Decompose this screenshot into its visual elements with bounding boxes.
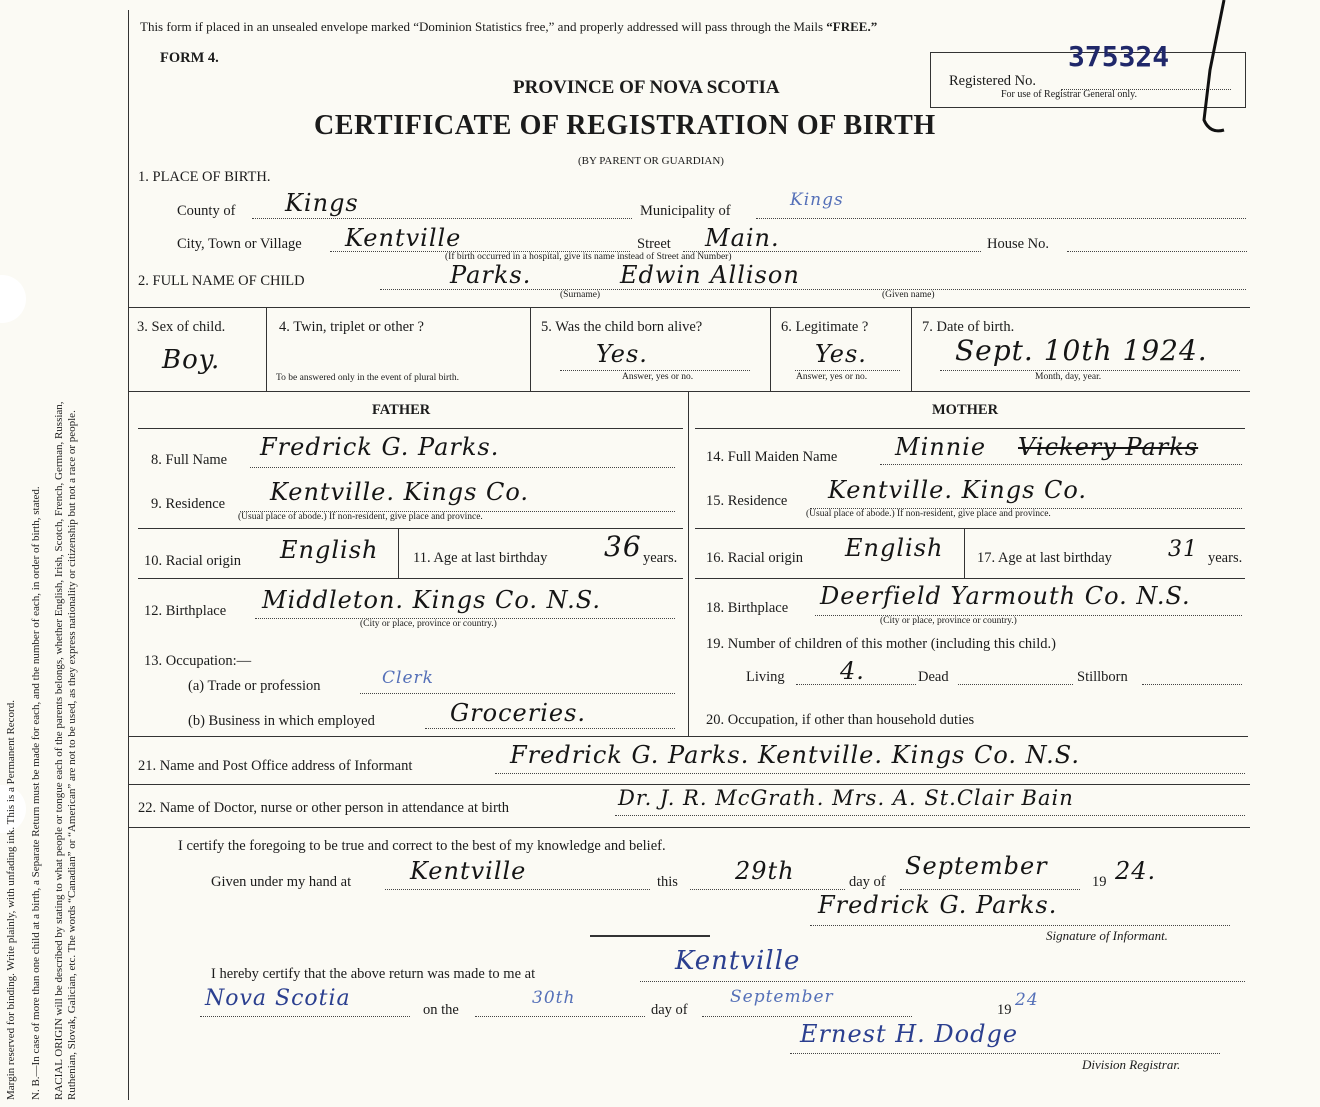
registrar-year-prefix: 19 [997,1002,1012,1018]
twin-note: To be answered only in the event of plural birth. [276,373,459,383]
trade-value: Clerk [382,668,434,688]
given-year-value: 24. [1115,857,1157,885]
place-of-birth-label: 1. PLACE OF BIRTH. [138,169,271,185]
doctor-label: 22. Name of Doctor, nurse or other person in attendance at birth [138,800,510,816]
postal-note: This form if placed in an unsealed envelope marked “Dominion Statistics free,” and properly addressed will pass through the Mails “FREE.” [140,19,878,34]
mother-birthplace-value: Deerfield Yarmouth Co. N.S. [820,582,1191,610]
registered-note: For use of Registrar General only. [1001,89,1137,100]
certificate-title: CERTIFICATE OF REGISTRATION OF BIRTH [314,110,936,141]
registrar-signature: Ernest H. Dodge [800,1020,1019,1048]
business-label: (b) Business in which employed [188,713,375,729]
city-label: City, Town or Village [177,236,302,252]
registered-label: Registered No. [949,73,1036,89]
legitimate-note: Answer, yes or no. [796,372,868,382]
legitimate-value: Yes. [815,340,867,368]
given-place-value: Kentville [410,857,527,885]
registrar-signature-caption: Division Registrar. [1082,1057,1181,1072]
father-age-value: 36 [604,530,642,563]
form-number: FORM 4. [160,50,219,66]
alive-label: 5. Was the child born alive? [541,319,703,335]
city-value: Kentville [345,224,462,252]
mother-age-label: 17. Age at last birthday [977,550,1112,566]
surname-caption: (Surname) [560,290,601,300]
father-occupation-label: 13. Occupation:— [144,653,252,669]
certificate-subtitle: (BY PARENT OR GUARDIAN) [578,155,724,167]
county-value: Kings [285,189,359,217]
mother-racial-value: English [845,534,944,562]
legitimate-label: 6. Legitimate ? [781,319,869,335]
county-label: County of [177,203,236,219]
trade-label: (a) Trade or profession [188,678,321,694]
margin-note-1: Margin reserved for binding. Write plainly, with unfading ink. This is a Permanent Record. [5,700,17,1100]
dob-label: 7. Date of birth. [922,319,1015,335]
registered-number: 375324 [1068,40,1170,73]
mother-age-value: 31 [1168,537,1198,562]
twin-label: 4. Twin, triplet or other ? [279,319,424,335]
registrar-province-value: Nova Scotia [205,986,351,1011]
given-label: Given under my hand at [211,874,352,890]
father-racial-label: 10. Racial origin [144,553,242,569]
mother-name-value: Minnie [895,433,987,461]
father-racial-value: English [280,536,379,564]
registrar-day-value: 30th [532,988,576,1008]
mother-name-struck: Vickery Parks [1018,433,1199,461]
mother-heading: MOTHER [932,402,999,418]
father-name-value: Fredrick G. Parks. [260,433,500,461]
street-label: Street [637,236,671,252]
mother-residence-label: 15. Residence [706,493,788,509]
father-residence-value: Kentville. Kings Co. [270,478,530,506]
registrar-place-value: Kentville [675,946,801,976]
dob-value: Sept. 10th 1924. [955,334,1208,367]
municipality-label: Municipality of [640,203,731,219]
given-year-prefix: 19 [1092,874,1107,890]
mother-residence-note: (Usual place of abode.) If non-resident, give place and province. [806,509,1051,519]
given-caption: (Given name) [882,290,935,300]
house-label: House No. [987,236,1050,252]
alive-note: Answer, yes or no. [622,372,694,382]
doctor-value: Dr. J. R. McGrath. Mrs. A. St.Clair Bain [618,786,1074,810]
living-value: 4. [840,657,865,685]
municipality-value: Kings [790,190,844,210]
margin-note-2: N. B.—In case of more than one child at a birth, a Separate Return must be made for each, and the number of each, in order of birth, stated. [30,486,42,1100]
street-value: Main. [705,224,780,252]
given-month-value: September [905,852,1048,880]
province-heading: PROVINCE OF NOVA SCOTIA [513,77,780,98]
mother-birthplace-note: (City or place, province or country.) [880,616,1017,626]
mother-birthplace-label: 18. Birthplace [706,600,789,616]
margin-note-3: RACIAL ORIGIN will be described by stating to what people or tongue each of the parents belongs, whether English, Irish, Scotch, French, German, Russian, [53,401,65,1100]
child-given-value: Edwin Allison [620,261,800,289]
father-residence-label: 9. Residence [151,496,226,512]
alive-value: Yes. [596,340,648,368]
pen-stroke-mark [1188,0,1228,140]
this-label: this [657,874,678,890]
day-of-label: day of [849,874,886,890]
margin-notes [5,100,115,1100]
sex-value: Boy. [162,345,221,375]
form-left-border [128,10,129,1100]
given-day-value: 29th [735,857,795,885]
children-count-label: 19. Number of children of this mother (including this child.) [706,636,1056,652]
mother-racial-label: 16. Racial origin [706,550,804,566]
father-birthplace-note: (City or place, province or country.) [360,619,497,629]
registrar-month-value: September [730,987,834,1007]
certify-statement: I certify the foregoing to be true and correct to the best of my knowledge and belief. [178,838,666,854]
father-heading: FATHER [372,402,431,418]
father-age-label: 11. Age at last birthday [413,550,548,566]
margin-note-4: Ruthenian, Slovak, Galician, etc. The words “Canadian” or “American” are not to be used, as they express nationality or citizenship but not a race or people. [66,410,78,1100]
father-age-unit: years. [643,550,678,566]
sex-label: 3. Sex of child. [137,319,226,335]
mother-occupation-label: 20. Occupation, if other than household duties [706,712,975,728]
hospital-note: (If birth occurred in a hospital, give its name instead of Street and Number) [445,252,732,262]
registrar-year-value: 24 [1015,990,1039,1010]
dead-label: Dead [918,669,949,685]
dob-note: Month, day, year. [1035,372,1102,382]
father-birthplace-label: 12. Birthplace [144,603,227,619]
business-value: Groceries. [450,699,587,727]
child-surname-value: Parks. [450,261,532,289]
father-residence-note: (Usual place of abode.) If non-resident, give place and province. [238,512,483,522]
mother-name-label: 14. Full Maiden Name [706,449,838,465]
informant-signature: Fredrick G. Parks. [818,891,1058,919]
informant-value: Fredrick G. Parks. Kentville. Kings Co. N.S. [510,741,1080,769]
informant-label: 21. Name and Post Office address of Informant [138,758,413,774]
mother-age-unit: years. [1208,550,1243,566]
child-name-label: 2. FULL NAME OF CHILD [138,273,305,289]
living-label: Living [746,669,785,685]
registrar-statement: I hereby certify that the above return was made to me at [211,966,536,982]
father-birthplace-value: Middleton. Kings Co. N.S. [262,586,601,614]
mother-residence-value: Kentville. Kings Co. [828,476,1088,504]
stillborn-label: Stillborn [1077,669,1128,685]
father-name-label: 8. Full Name [151,452,228,468]
on-the-label: on the [423,1002,459,1018]
registrar-day-of-label: day of [651,1002,688,1018]
informant-signature-caption: Signature of Informant. [1046,928,1168,943]
